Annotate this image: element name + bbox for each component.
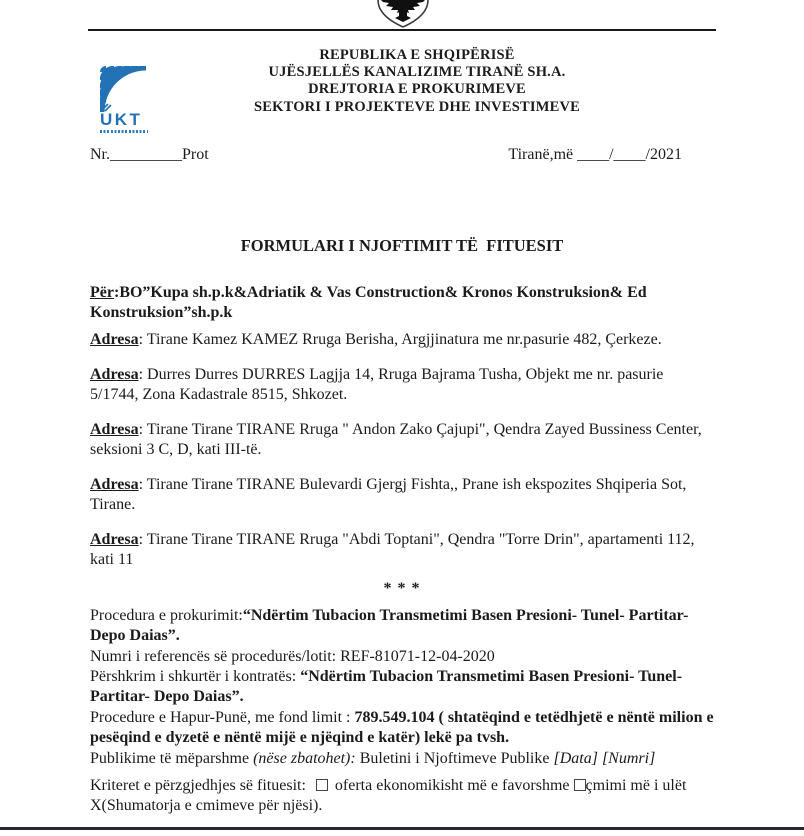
procedure-label: Procedura e prokurimit: xyxy=(90,607,243,624)
recipient-label: Për xyxy=(90,284,114,301)
address-text: : Tirane Tirane TIRANE Bulevardi Gjergj Fishta,, Prane ish ekspozites Shqiperia Sot, Tirane. xyxy=(90,476,687,513)
document-title: FORMULARI I NJOFTIMIT TË FITUESIT xyxy=(240,236,564,255)
publications-refs: [Data] [Numri] xyxy=(553,750,656,767)
address-text: : Tirane Kamez KAMEZ Rruga Berisha, Argjjinatura me nr.pasurie 482, Çerkeze. xyxy=(138,331,662,348)
criteria-option-lowest-price: çmimi më i ulët X(Shumatorja e cmimeve për njësi). xyxy=(90,777,687,814)
address-line xyxy=(90,330,714,350)
publications-line xyxy=(90,749,714,769)
ukt-logo-tagline xyxy=(100,130,148,133)
eagle-emblem-icon xyxy=(372,0,434,28)
criteria-option-economic: oferta ekonomikisht më e favorshme xyxy=(330,777,574,794)
section-separator: * * * xyxy=(383,580,421,597)
checkbox-economic-offer-icon xyxy=(316,779,328,791)
protocol-number: Nr._________Prot xyxy=(90,146,209,163)
org-line-company: UJËSJELLËS KANALIZIME TIRANË SH.A. xyxy=(268,64,566,81)
checkbox-lowest-price-icon xyxy=(574,779,586,791)
footer-divider xyxy=(0,827,804,830)
fund-limit-line xyxy=(90,708,714,748)
ukt-waves-icon xyxy=(100,66,150,112)
criteria-label: Kriteret e përzgjedhjes së fituesit: xyxy=(90,777,310,794)
publications-label: Publikime të mëparshme xyxy=(90,750,254,767)
description-line xyxy=(90,667,714,707)
criteria-line xyxy=(90,776,714,816)
document-body xyxy=(90,236,714,816)
reference-line: Numri i referencës së procedurës/lotit: REF-81071-12-04-2020 xyxy=(90,648,495,665)
procedure-line xyxy=(90,606,714,646)
address-text: : Tirane Tirane TIRANE Rruga "Abdi Toptani", Qendra "Torre Drin", apartamenti 112, kati 11 xyxy=(90,531,695,568)
address-line xyxy=(90,420,714,460)
description-label: Përshkrim i shkurtër i kontratës: xyxy=(90,668,301,685)
address-text: : Tirane Tirane TIRANE Rruga " Andon Zako Çajupi", Qendra Zayed Bussiness Center, seksioni 3 C, D, kati III-të. xyxy=(90,421,702,458)
procedure-title: “Ndërtim Tubacion Transmetimi Basen Presioni- Tunel- Partitar- Depo Daias”. xyxy=(90,607,689,644)
address-label: Adresa xyxy=(90,476,139,493)
org-line-directorate: DREJTORIA E PROKURIMEVE xyxy=(308,81,526,98)
publications-value: Buletini i Njoftimeve Publike xyxy=(355,750,554,767)
address-label: Adresa xyxy=(90,531,139,548)
date-field: Tiranë,më ____/____/2021 xyxy=(508,146,682,163)
recipient-text: :BO”Kupa sh.p.k&Adriatik & Vas Construction& Kronos Konstruksion& Ed Konstruksion”sh.p.k xyxy=(90,284,647,321)
publications-condition: (nëse zbatohet): xyxy=(253,750,356,767)
address-label: Adresa xyxy=(90,331,139,348)
ukt-logo-text: UKT xyxy=(100,110,143,129)
fund-limit-value: 789.549.104 ( shtatëqind e tetëdhjetë e nëntë milion e pesëqind e dyzetë e nëntë mijë e njëqind e katër) lekë pa tvsh. xyxy=(90,709,714,746)
recipient-line xyxy=(90,283,714,323)
letterhead xyxy=(90,47,744,116)
protocol-date-row xyxy=(90,146,682,164)
address-text: : Durres Durres DURRES Lagjja 14, Rruga Bajrama Tusha, Objekt me nr. pasurie 5/1744, Zona Kadastrale 8515, Shkozet. xyxy=(90,366,664,403)
address-label: Adresa xyxy=(90,421,139,438)
fund-limit-label: Procedure e Hapur-Punë, me fond limit : xyxy=(90,709,355,726)
description-value: “Ndërtim Tubacion Transmetimi Basen Presioni- Tunel- Partitar- Depo Daias”. xyxy=(90,668,683,705)
header-divider xyxy=(88,29,716,31)
double-headed-eagle-shield xyxy=(372,0,434,28)
org-line-republic: REPUBLIKA E SHQIPËRISË xyxy=(319,47,515,63)
address-line xyxy=(90,530,714,570)
org-line-sector: SEKTORI I PROJEKTEVE DHE INVESTIMEVE xyxy=(253,98,580,115)
ukt-logo xyxy=(100,66,152,134)
address-label: Adresa xyxy=(90,366,139,383)
address-line xyxy=(90,365,714,405)
address-line xyxy=(90,475,714,515)
